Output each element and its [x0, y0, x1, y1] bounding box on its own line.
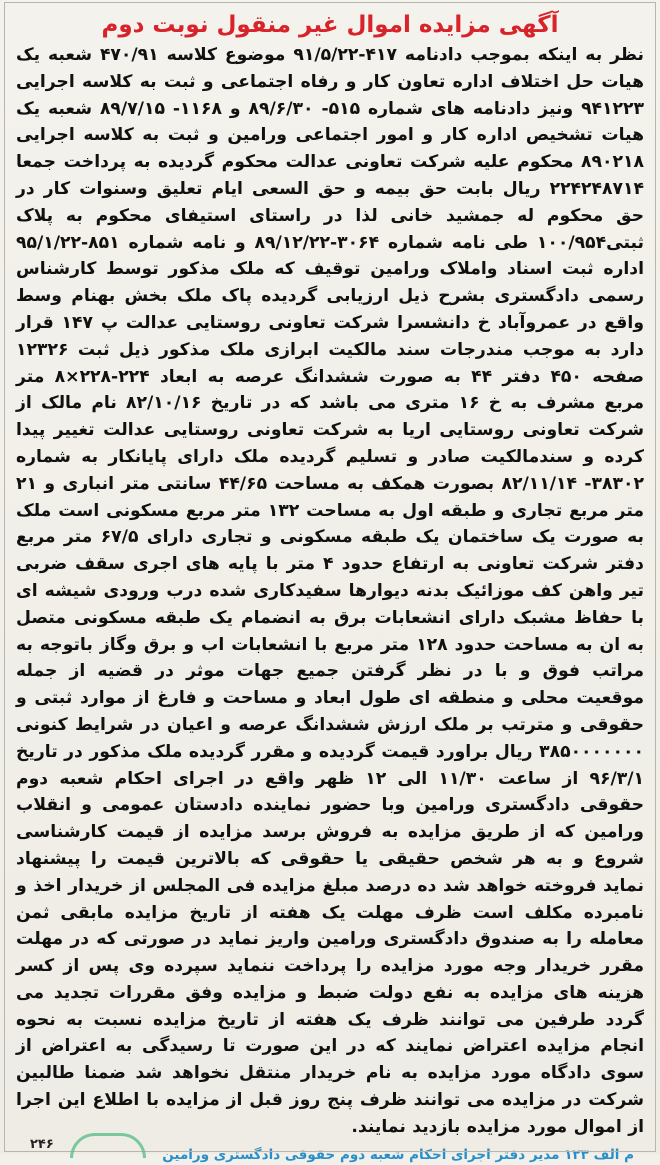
notice-footer: م الف ۱۲۳ مدیر دفتر اجرای احکام شعبه دوم حقوقی دادگستری ورامین [162, 1146, 634, 1163]
notice-title: آگهی مزایده اموال غیر منقول نوبت دوم [101, 12, 559, 38]
notice-body: نظر به اینکه بموجب دادنامه ۴۱۷-۹۱/۵/۲۲ موضوع کلاسه ۴۷۰/۹۱ شعبه یک هیات حل اختلاف اداره تعاون کار و رفاه اجتماعی و ثبت به کلاسه اجرایی ۹۴۱۲۲۳ ونیز دادنامه های شماره ۵۱۵- ۸۹/۶/۳۰ و ۱۱۶۸- ۸۹/۷/۱۵ شعبه یک هیات تشخیص اداره کار و امور اجتماعی ورامین و ثبت به کلاسه اجرایی ۸۹۰۲۱۸ محکوم علیه شرکت تعاونی عدالت محکوم گردیده به پرداخت جمعا ۲۲۴۲۴۸۷۱۴ ریال بابت حق بیمه و حق السعی ایام تعلیق وسنوات کار در حق محکوم له جمشید خانی لذا در راستای استیفای محکوم به پلاک ثبتی۱۰۰/۹۵۴ طی نامه شماره ۳۰۶۴-۸۹/۱۲/۲۲ و نامه شماره ۸۵۱-۹۵/۱/۲۲ اداره ثبت اسناد واملاک ورامین توقیف که ملک مذکور توسط کارشناس رسمی دادگستری بشرح ذیل ارزیابی گردیده پاک ملک بخش بهنام وسط واقع در عمروآباد خ دانشسرا شرکت تعاونی روستایی عدالت پ ۱۴۷ قرار دارد به موجب مندرجات سند مالکیت ابرازی ملک مذکور ذیل ثبت ۱۲۳۲۶ صفحه ۴۵۰ دفتر ۴۴ به صورت ششدانگ عرصه به ابعاد ۲۲۴-۲۲۸×۸ متر مربع مشرف به خ ۱۶ متری می باشد که در تاریخ ۸۲/۱۰/۱۶ نام مالک از شرکت تعاونی روستایی اریا به شرکت تعاونی روستایی عدالت تغییر پیدا کرده و سندمالکیت صادر و تسلیم گردیده ملک دارای پایانکار به شماره ۳۸۳۰۲- ۸۲/۱۱/۱۴ بصورت همکف به مساحت ۴۴/۶۵ سانتی متر انباری و ۲۱ متر مربع تجاری و طبقه اول به مساحت ۱۳۲ متر مربع مسکونی است ملک به صورت یک ساختمان یک طبقه مسکونی و تجاری دارای ۶۷/۵ متر مربع دفتر شرکت تعاونی به ارتفاع حدود ۴ متر با پایه های اجری سقف ضربی تیر واهن کف موزائیک بدنه دیوارها سفیدکاری شده درب ورودی شیشه ای با حفاظ مشبک دارای انشعابات برق به انضمام یک طبقه مسکونی متصل به ان به مساحت حدود ۱۲۸ متر مربع با انشعابات اب و برق وگاز باتوجه به مراتب فوق و با در نظر گرفتن جمیع جهات موثر در قضیه از جمله موقعیت محلی و منطقه ای طول ابعاد و مساحت و فارغ از موارد ثبتی و حقوقی و مترتب بر ملک ارزش ششدانگ عرصه و اعیان در شرایط کنونی ۳۸۵۰۰۰۰۰۰۰ ریال براورد قیمت گردیده و مقرر گردیده ملک مذکور در تاریخ ۹۶/۳/۱ از ساعت ۱۱/۳۰ الی ۱۲ ظهر واقع در اجرای احکام شعبه دوم حقوقی دادگستری ورامین وبا حضور نماینده دادستان عمومی و انقلاب ورامین که از طریق مزایده به فروش برسد مزایده از قیمت کارشناسی شروع و به هر شخص حقیقی یا حقوقی که بالاترین قیمت را پیشنهاد نماید فروخته خواهد شد ده درصد مبلغ مزایده فی المجلس از خریدار اخذ و نامبرده مکلف است ظرف مهلت یک هفته از تاریخ مزایده مابقی ثمن معامله را به صندوق دادگستری ورامین واریز نماید در صورتی که در مهلت مقرر خریدار وجه مورد مزایده را پرداخت ننماید سپرده وی پس از کسر هزینه های مزایده به نفع دولت ضبط و مزایده وفق مقررات تجدید می گردد طرفین می توانند ظرف یک هفته از تاریخ مزایده نسبت به نحوه انجام مزایده اعتراض نمایند که در این صورت تا رسیدگی به اعتراض از سوی دادگاه مورد مزایده به نام خریدار منتقل نخواهد شد ضمنا طالبین شرکت در مزایده می توانند ظرف پنج روز قبل از مزایده با اطلاع این اجرا از اموال مورد مزایده بازدید نمایند. [16, 45, 645, 1137]
stamp-mark [70, 1133, 146, 1158]
page-number: ۲۴۶ [30, 1137, 54, 1152]
